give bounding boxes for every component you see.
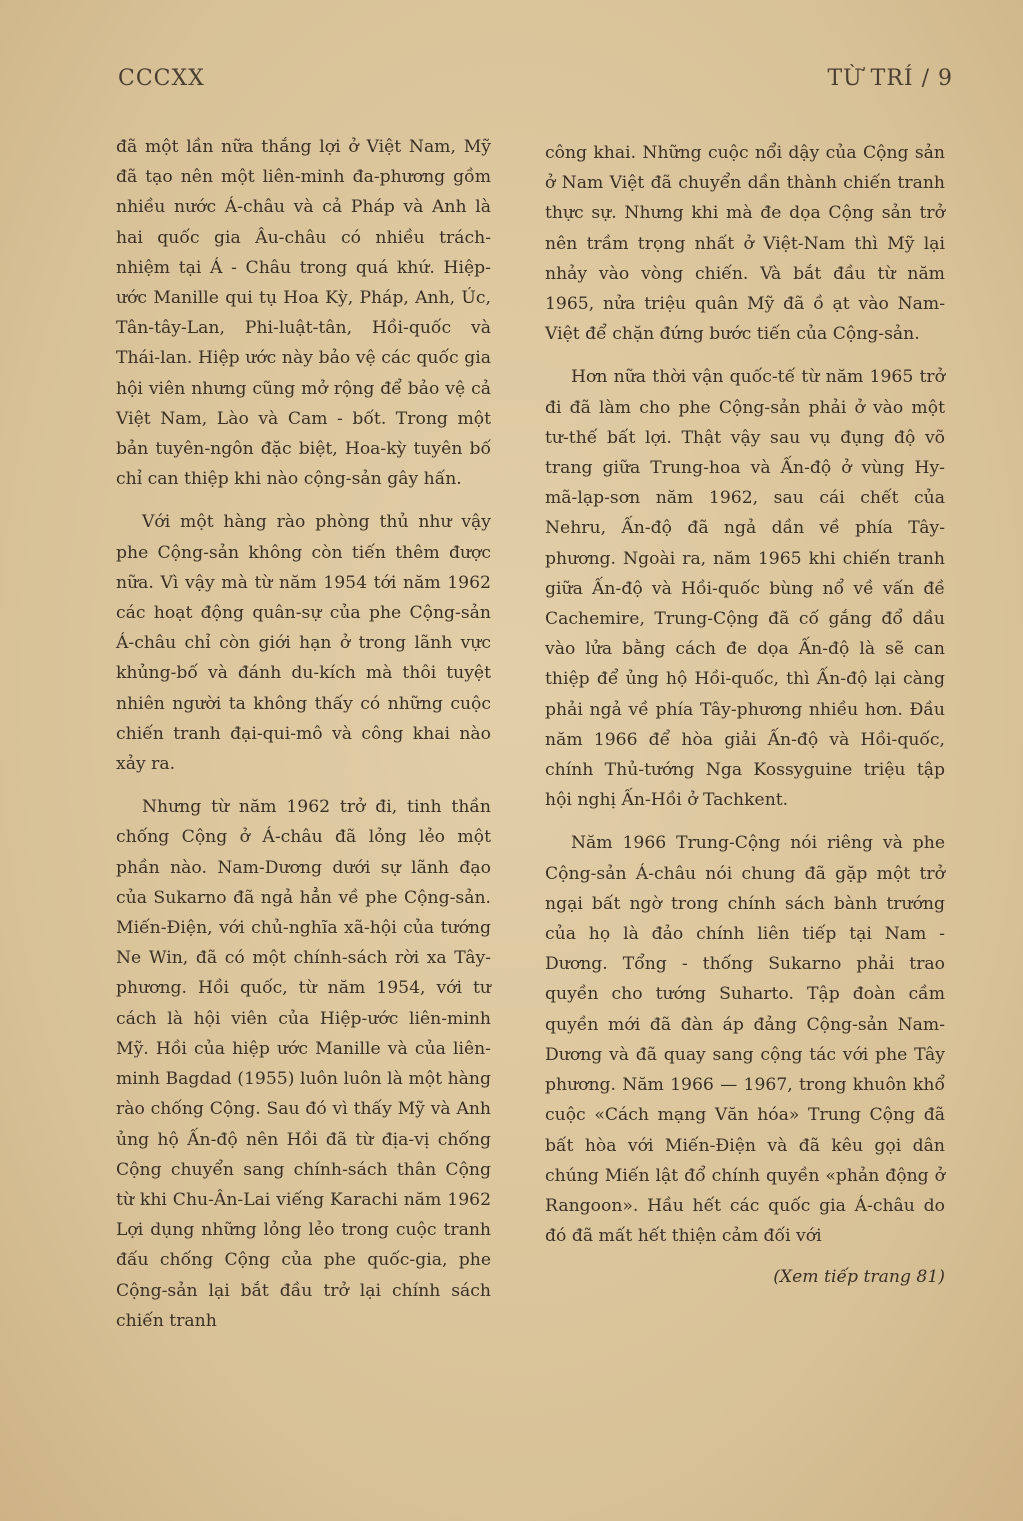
page-number-roman: CCCXX [118,66,205,91]
paragraph: công khai. Những cuộc nổi dậy của Cộng sản ở Nam Việt đã chuyển dần thành chiến tranh thực sự. Nhưng khi mà đe dọa Cộng sản trở nên trầm trọng nhất ở Việt-Nam thì Mỹ lại nhảy vào vòng chiến. Và bắt đầu từ năm 1965, nửa triệu quân Mỹ đã ồ ạt vào Nam-Việt để chặn đứng bước tiến của Cộng-sản. [545,143,945,345]
paragraph: Hơn nữa thời vận quốc-tế từ năm 1965 trở đi đã làm cho phe Cộng-sản phải ở vào một tư-thế bất lợi. Thật vậy sau vụ đụng độ võ trang giữa Trung-hoa và Ấn-độ ở vùng Hy-mã-lạp-sơn năm 1962, sau cái chết của Nehru, Ấn-độ đã ngả dần về phía Tây-phương. Ngoài ra, năm 1965 khi chiến tranh giữa Ấn-độ và Hồi-quốc bùng nổ về vấn đề Cachemire, Trung-Cộng đã cố gắng đổ dầu vào lửa bằng cách đe dọa Ấn-độ là sẽ can thiệp để ủng hộ Hồi-quốc, thì Ấn-độ lại càng phải ngả về phía Tây-phương nhiều hơn. Đầu năm 1966 để hòa giải Ấn-độ và Hồi-quốc, chính Thủ-tướng Nga Kossyguine triệu tập hội nghị Ấn-Hồi ở Tachkent. [545,367,945,811]
continuation-note: (Xem tiếp trang 81) [773,1267,945,1288]
page-header [118,66,953,91]
paragraph: Nhưng từ năm 1962 trở đi, tinh thần chống Cộng ở Á-châu đã lỏng lẻo một phần nào. Nam-Dương dưới sự lãnh đạo của Sukarno đã ngả hẳn về phe Cộng-sản. Miến-Điện, với chủ-nghĩa xã-hội của tướng Ne Win, đã có một chính-sách rời xa Tây-phương. Hồi quốc, từ năm 1954, với tư cách là hội viên của Hiệp-ước liên-minh Mỹ. Hồi của hiệp ước Manille và của liên-minh Bagdad (1955) luôn luôn là một hàng rào chống Cộng. Sau đó vì thấy Mỹ và Anh ủng hộ Ấn-độ nên Hồi đã từ địa-vị chống Cộng chuyển sang chính-sách thân Cộng từ khi Chu-Ân-Lai viếng Karachi năm 1962 Lợi dụng những lỏng lẻo trong cuộc tranh đấu chống Cộng của phe quốc-gia, phe Cộng-sản lại bắt đầu trở lại chính sách chiến tranh [116,797,491,1331]
right-column [545,138,945,1293]
running-head: TỪ TRÍ / 9 [827,66,953,91]
left-column [116,132,491,1349]
paragraph: Năm 1966 Trung-Cộng nói riêng và phe Cộng-sản Á-châu nói chung đã gặp một trở ngại bất ngờ trong chính sách bành trướng của họ là đảo chính liên tiếp tại Nam - Dương. Tổng - thống Sukarno phải trao quyền cho tướng Suharto. Tập đoàn cầm quyền mới đã đàn áp đảng Cộng-sản Nam-Dương và đã quay sang cộng tác với phe Tây phương. Năm 1966 — 1967, trong khuôn khổ cuộc «Cách mạng Văn hóa» Trung Cộng đã bất hòa với Miến-Điện và đã kêu gọi dân chúng Miến lật đổ chính quyền «phản động ở Rangoon». Hầu hết các quốc gia Á-châu do đó đã mất hết thiện cảm đối với [545,833,945,1247]
paragraph: đã một lần nữa thắng lợi ở Việt Nam, Mỹ đã tạo nên một liên-minh đa-phương gồm nhiều nước Á-châu và cả Pháp và Anh là hai quốc gia Âu-châu có nhiều trách-nhiệm tại Á - Châu trong quá khứ. Hiệp-ước Manille qui tụ Hoa Kỳ, Pháp, Anh, Úc, Tân-tây-Lan, Phi-luật-tân, Hồi-quốc và Thái-lan. Hiệp ước này bảo vệ các quốc gia hội viên nhưng cũng mở rộng để bảo vệ cả Việt Nam, Lào và Cam - bốt. Trong một bản tuyên-ngôn đặc biệt, Hoa-kỳ tuyên bố chỉ can thiệp khi nào cộng-sản gây hấn. [116,137,491,490]
paragraph: Với một hàng rào phòng thủ như vậy phe Cộng-sản không còn tiến thêm được nữa. Vì vậy mà từ năm 1954 tới năm 1962 các hoạt động quân-sự của phe Cộng-sản Á-châu chỉ còn giới hạn ở trong lãnh vực khủng-bố và đánh du-kích mà thôi tuyệt nhiên người ta không thấy có những cuộc chiến tranh đại-qui-mô và công khai nào xảy ra. [116,512,491,775]
